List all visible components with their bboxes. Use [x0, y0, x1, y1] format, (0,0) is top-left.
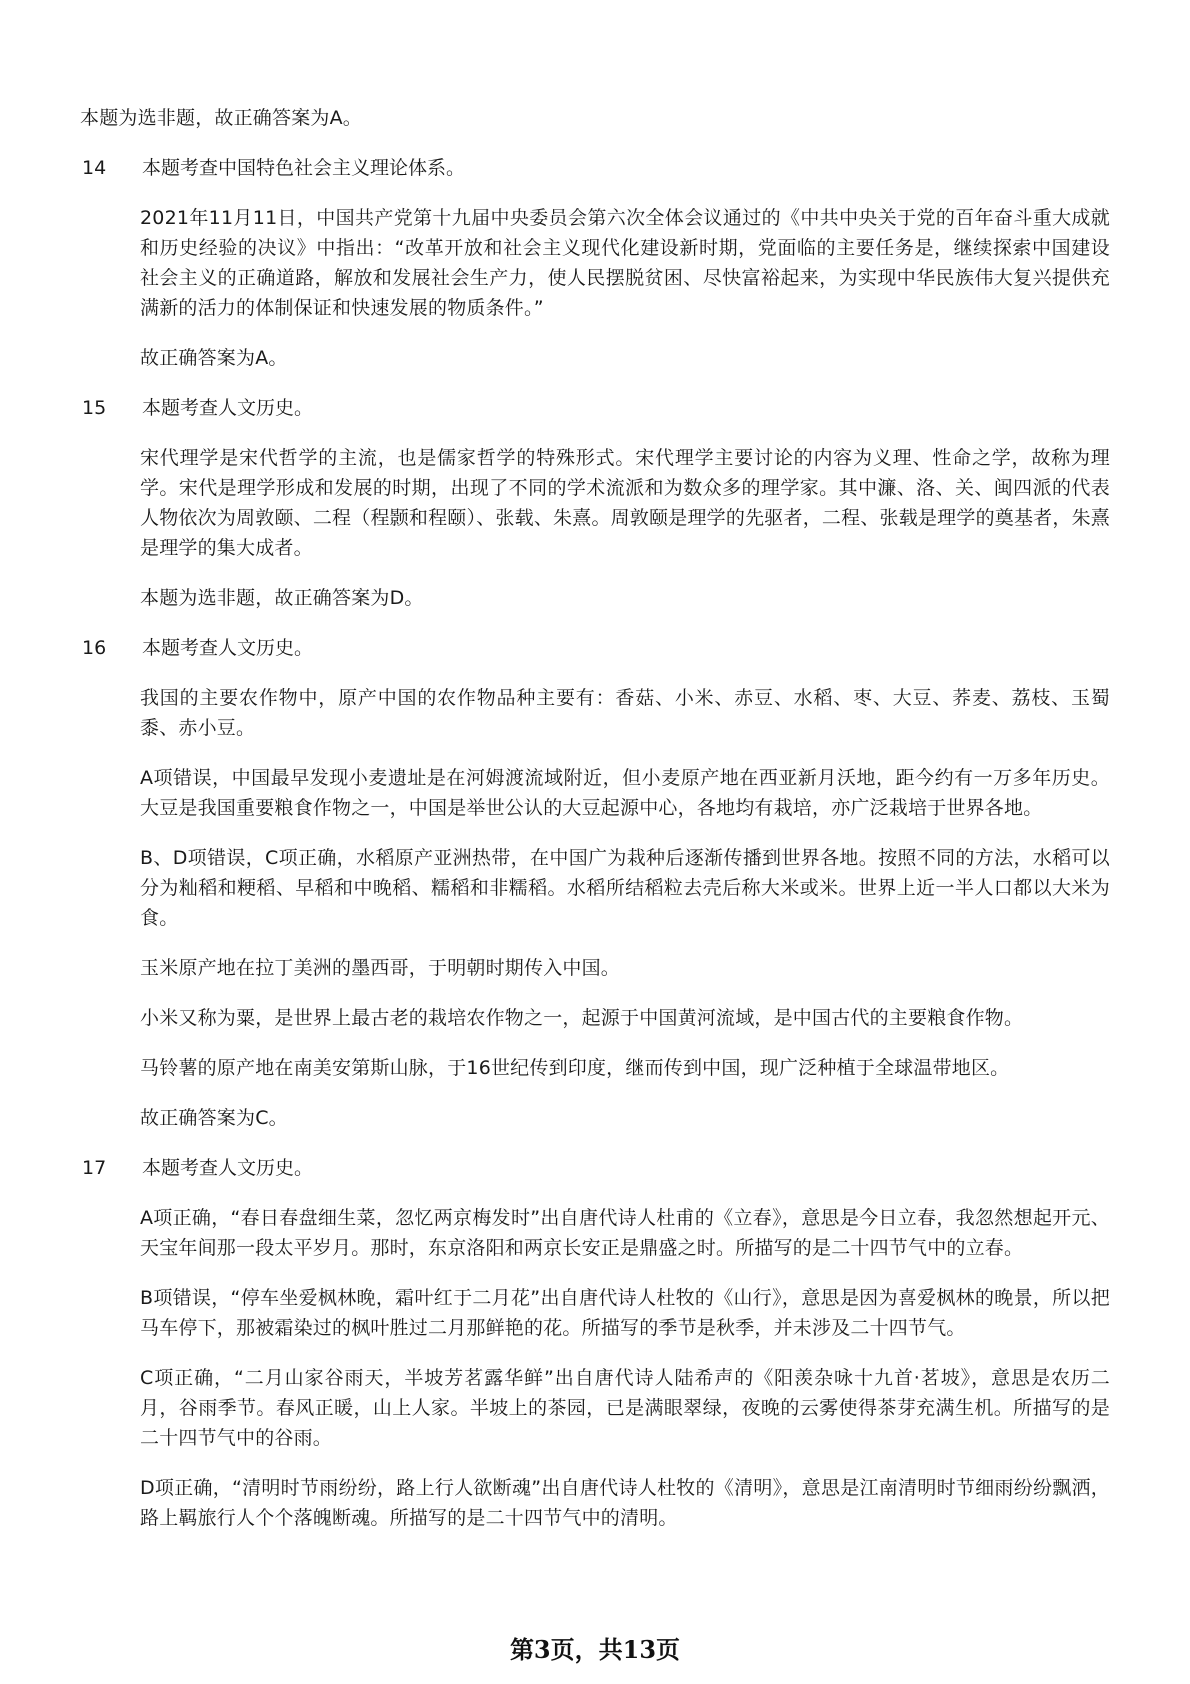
- document-body: [80, 103, 1110, 1553]
- question-17-header: [80, 1153, 1110, 1183]
- question-number: 17: [82, 1157, 107, 1179]
- question-16-paragraph: 小米又称为粟，是世界上最古老的栽培农作物之一，起源于中国黄河流域，是中国古代的主要粮食作物。: [140, 1007, 1024, 1029]
- question-16-paragraph: A项错误，中国最早发现小麦遗址是在河姆渡流域附近，但小麦原产地在西亚新月沃地，距今约有一万多年历史。大豆是我国重要粮食作物之一，中国是举世公认的大豆起源中心，各地均有栽培，亦广泛栽培于世界各地。: [140, 767, 1110, 819]
- question-14-answer: 故正确答案为A。: [140, 347, 288, 369]
- intro-answer: 本题为选非题，故正确答案为A。: [80, 107, 362, 129]
- question-number: 15: [82, 397, 107, 419]
- question-16-header: [80, 633, 1110, 663]
- question-16-paragraph: 玉米原产地在拉丁美洲的墨西哥，于明朝时期传入中国。: [140, 957, 621, 979]
- question-16-paragraph: 马铃薯的原产地在南美安第斯山脉，于16世纪传到印度，继而传到中国，现广泛种植于全球温带地区。: [140, 1057, 1010, 1079]
- question-title: 本题考查中国特色社会主义理论体系。: [142, 157, 466, 179]
- question-number: 14: [82, 157, 107, 179]
- question-16-paragraph: B、D项错误，C项正确，水稻原产亚洲热带，在中国广为栽种后逐渐传播到世界各地。按照不同的方法，水稻可以分为籼稻和粳稻、早稻和中晚稻、糯稻和非糯稻。水稻所结稻粒去壳后称大米或米。世界上近一半人口都以大米为食。: [140, 847, 1110, 929]
- question-15-header: [80, 393, 1110, 423]
- question-17-paragraph: D项正确，“清明时节雨纷纷，路上行人欲断魂”出自唐代诗人杜牧的《清明》，意思是江南清明时节细雨纷纷飘洒，路上羁旅行人个个落魄断魂。所描写的是二十四节气中的清明。: [140, 1477, 1110, 1529]
- question-15-answer: 本题为选非题，故正确答案为D。: [140, 587, 424, 609]
- question-17-paragraph: C项正确，“二月山家谷雨天，半坡芳茗露华鲜”出自唐代诗人陆希声的《阳羡杂咏十九首·茗坡》，意思是农历二月，谷雨季节。春风正暖，山上人家。半坡上的茶园，已是满眼翠绿，夜晚的云雾使得茶芽充满生机。所描写的是二十四节气中的谷雨。: [140, 1367, 1110, 1449]
- question-15-paragraph: 宋代理学是宋代哲学的主流，也是儒家哲学的特殊形式。宋代理学主要讨论的内容为义理、性命之学，故称为理学。宋代是理学形成和发展的时期，出现了不同的学术流派和为数众多的理学家。其中濂、洛、关、闽四派的代表人物依次为周敦颐、二程（程颢和程颐）、张载、朱熹。周敦颐是理学的先驱者，二程、张载是理学的奠基者，朱熹是理学的集大成者。: [140, 447, 1110, 559]
- question-14-header: [80, 153, 1110, 183]
- question-title: 本题考查人文历史。: [142, 637, 314, 659]
- question-14-paragraph: 2021年11月11日，中国共产党第十九届中央委员会第六次全体会议通过的《中共中央关于党的百年奋斗重大成就和历史经验的决议》中指出：“改革开放和社会主义现代化建设新时期，党面临的主要任务是，继续探索中国建设社会主义的正确道路，解放和发展社会生产力，使人民摆脱贫困、尽快富裕起来，为实现中华民族伟大复兴提供充满新的活力的体制保证和快速发展的物质条件。”: [140, 207, 1110, 319]
- question-16-answer: 故正确答案为C。: [140, 1107, 288, 1129]
- question-title: 本题考查人文历史。: [142, 397, 314, 419]
- question-number: 16: [82, 637, 107, 659]
- page-number-footer: 第3页，共13页: [509, 1635, 681, 1664]
- question-16-paragraph: 我国的主要农作物中，原产中国的农作物品种主要有：香菇、小米、赤豆、水稻、枣、大豆、荞麦、荔枝、玉蜀黍、赤小豆。: [140, 687, 1110, 739]
- question-17-paragraph: B项错误，“停车坐爱枫林晚，霜叶红于二月花”出自唐代诗人杜牧的《山行》，意思是因为喜爱枫林的晚景，所以把马车停下，那被霜染过的枫叶胜过二月那鲜艳的花。所描写的季节是秋季，并未涉及二十四节气。: [140, 1287, 1110, 1339]
- question-title: 本题考查人文历史。: [142, 1157, 314, 1179]
- question-17-paragraph: A项正确，“春日春盘细生菜，忽忆两京梅发时”出自唐代诗人杜甫的《立春》，意思是今日立春，我忽然想起开元、天宝年间那一段太平岁月。那时，东京洛阳和两京长安正是鼎盛之时。所描写的是二十四节气中的立春。: [140, 1207, 1110, 1259]
